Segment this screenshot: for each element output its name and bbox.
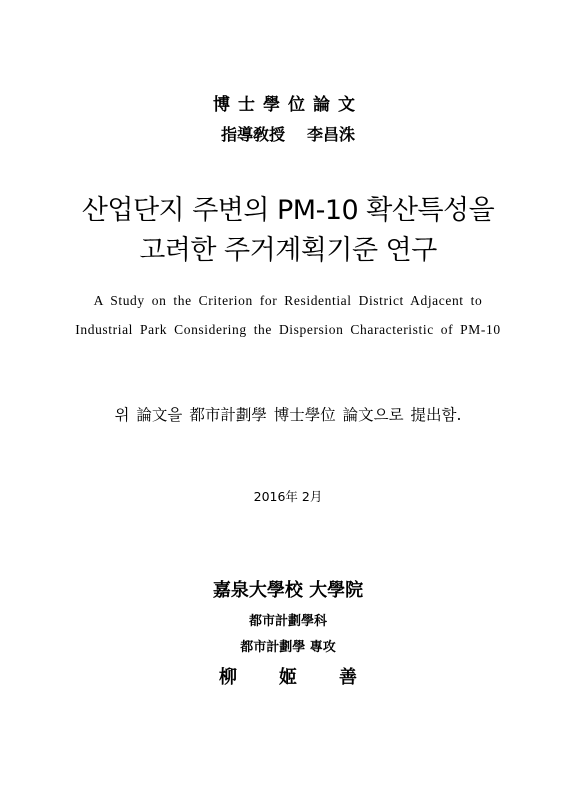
author-char-3: 善 xyxy=(339,667,357,688)
submission-statement: 위 論文을 都市計劃學 博士學位 論文으로 提出함. xyxy=(114,406,462,424)
korean-title-line-2: 고려한 주거계획기준 연구 xyxy=(139,235,437,266)
submission-date: 2016年 2月 xyxy=(253,489,323,504)
korean-title-line-1: 산업단지 주변의 PM-10 확산특성을 xyxy=(81,195,495,226)
university-name: 嘉泉大學校 大學院 xyxy=(212,580,364,601)
english-title-line-2: Industrial Park Considering the Dispersion Characteristic of PM-10 xyxy=(75,322,501,337)
degree-type: 博士學位論文 xyxy=(213,95,363,115)
advisor-line xyxy=(0,122,576,145)
english-title-line-1: A Study on the Criterion for Residential District Adjacent to xyxy=(93,293,483,308)
advisor-label: 指導敎授 xyxy=(220,125,285,144)
author-char-1: 柳 xyxy=(219,667,237,688)
author-name xyxy=(0,663,576,689)
advisor-name: 李昌洙 xyxy=(307,125,356,144)
department-name: 都市計劃學科 xyxy=(248,614,327,629)
author-char-2: 姬 xyxy=(279,667,297,688)
major-name: 都市計劃學 專攻 xyxy=(240,640,336,655)
